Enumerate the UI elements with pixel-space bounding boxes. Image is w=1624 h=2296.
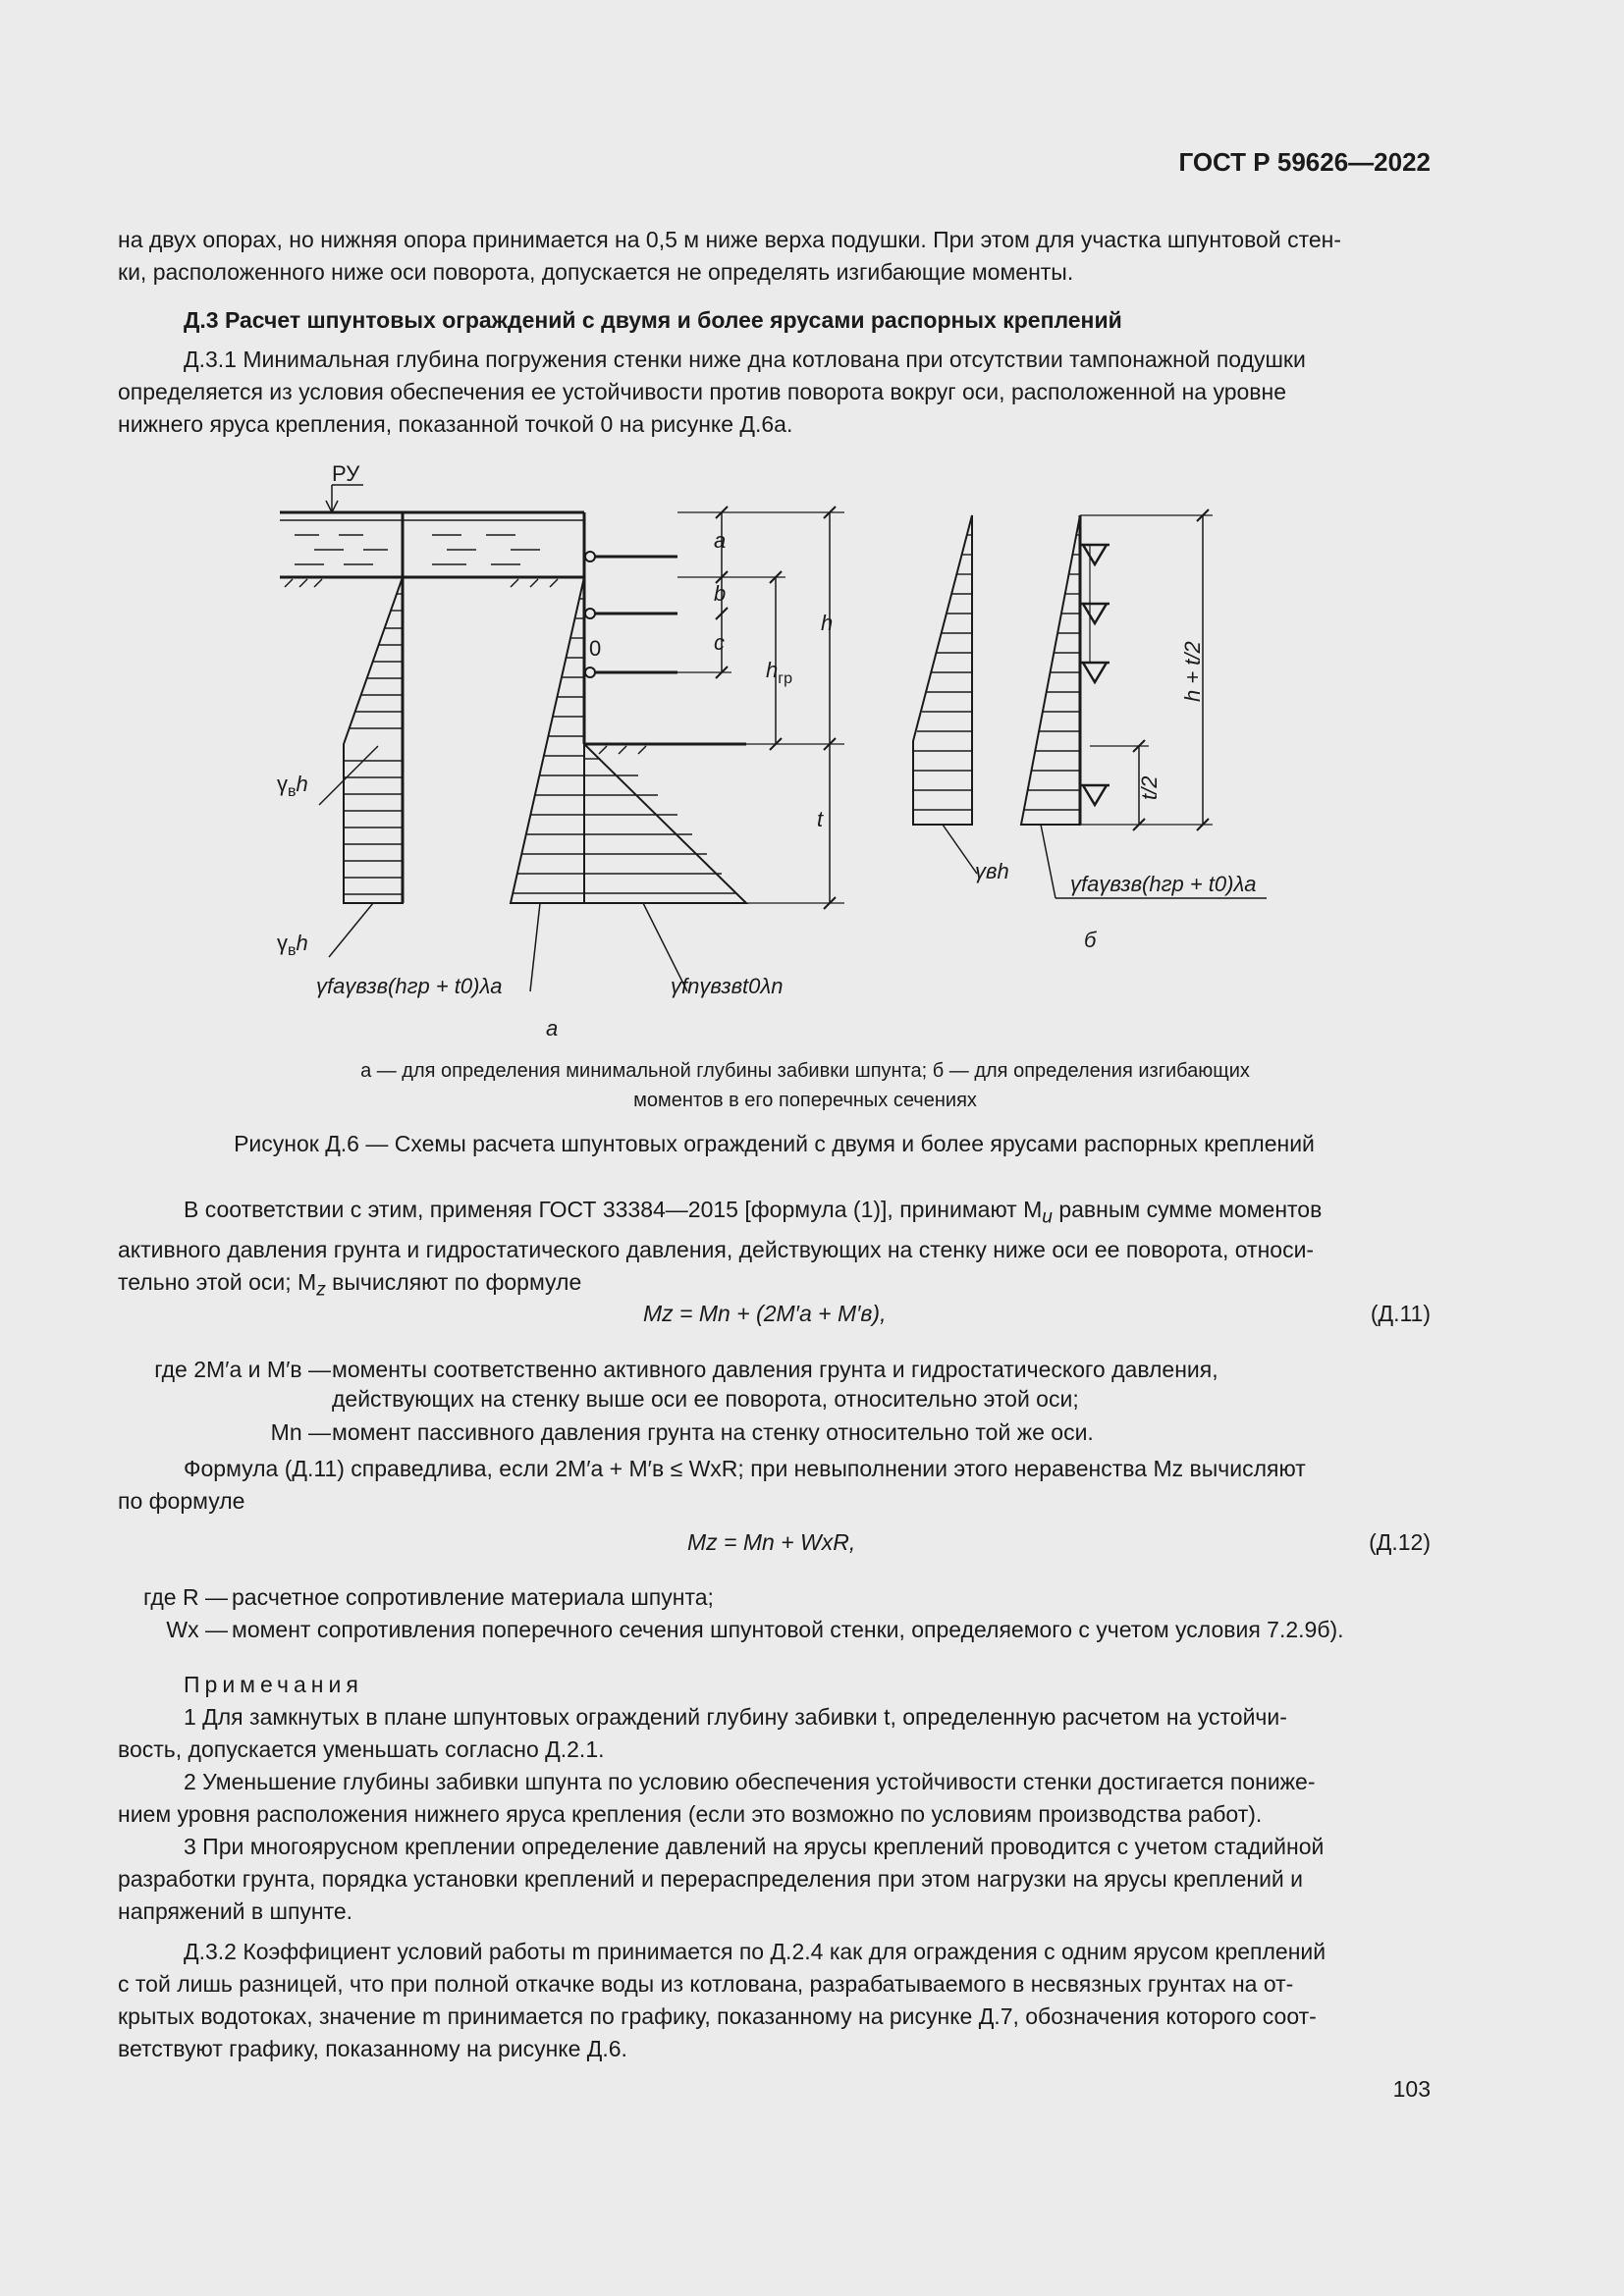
figure-d6-diagram bbox=[265, 452, 1286, 1041]
paragraph-formula-condition bbox=[118, 1453, 1431, 1518]
caption-line: а — для определения минимальной глубины забивки шпунта; б — для определения изгибающих bbox=[360, 1060, 1250, 1082]
text-part: равным сумме моментов bbox=[1052, 1197, 1323, 1222]
label-sub-a: а bbox=[546, 1016, 559, 1041]
hgr-main: h bbox=[766, 658, 779, 682]
text-part: В соответствии с этим, применяя ГОСТ 33384—2015 [формула (1)], принимают M bbox=[184, 1197, 1043, 1222]
gamma-sub: в bbox=[288, 783, 297, 800]
text-line: активного давления грунта и гидростатического давления, действующих на стенку ниже оси ее поворота, относи- bbox=[118, 1236, 1315, 1262]
note-line: напряжений в шпунте. bbox=[118, 1898, 353, 1924]
def-key: Mn — bbox=[270, 1419, 331, 1445]
text-line: Формула (Д.11) справедлива, если 2M′а + M′в ≤ WxR; при невыполнении этого неравенства Mz вычисляют bbox=[184, 1456, 1306, 1481]
gamma-h: h bbox=[296, 772, 308, 796]
label-b-fa-formula: γfaγвзв(hгр + t0)λa bbox=[1070, 872, 1257, 896]
notes-block bbox=[118, 1669, 1431, 1928]
note-line: разработки грунта, порядка установки креплений и перераспределения при этом нагрузки на ярусы креплений и bbox=[118, 1866, 1304, 1892]
text-line: ки, расположенного ниже оси поворота, допускается не определять изгибающие моменты. bbox=[118, 259, 1074, 285]
label-zero: 0 bbox=[589, 636, 602, 661]
def-line: действующих на стенку выше оси ее поворота, относительно этой оси; bbox=[332, 1386, 1079, 1412]
paragraph-d31 bbox=[118, 344, 1431, 441]
page-number: 103 bbox=[1392, 2076, 1431, 2102]
label-fn-formula: γfnγвзвt0λn bbox=[671, 974, 784, 998]
dim-a: a bbox=[714, 528, 727, 553]
text-line bbox=[118, 1194, 1431, 1234]
def-key: где 2M′а и M′в — bbox=[154, 1357, 331, 1382]
formula-d12-number: (Д.12) bbox=[1369, 1529, 1431, 1555]
text-line: Д.3.2 Коэффициент условий работы m принимается по Д.2.4 как для ограждения с одним ярусом креплений bbox=[184, 1939, 1326, 1964]
text-line: крытых водотоках, значение m принимается по графику, показанному на рисунке Д.7, обозначения которого соот- bbox=[118, 2003, 1317, 2029]
intro-paragraph bbox=[118, 224, 1431, 289]
dim-b: b bbox=[714, 581, 727, 606]
section-title: Д.3 Расчет шпунтовых ограждений с двумя и более ярусами распорных креплений bbox=[184, 307, 1122, 333]
text-line: Д.3.1 Минимальная глубина погружения стенки ниже дна котлована при отсутствии тампонажной подушки bbox=[184, 347, 1306, 372]
formula-d12: Mz = Mn + WxR, bbox=[687, 1529, 856, 1555]
dim-h: h bbox=[821, 611, 834, 635]
note-line: вость, допускается уменьшать согласно Д.2.1. bbox=[118, 1736, 605, 1762]
formula-d11: Mz = Mn + (2M′а + M′в), bbox=[643, 1301, 887, 1326]
gamma-h: h bbox=[296, 931, 308, 955]
paragraph-d32 bbox=[118, 1936, 1431, 2065]
dim-hgr bbox=[766, 658, 792, 687]
text-line: определяется из условия обеспечения ее устойчивости против поворота вокруг оси, расположенной на уровне bbox=[118, 379, 1287, 404]
text-line: нижнего яруса крепления, показанной точкой 0 на рисунке Д.6а. bbox=[118, 411, 793, 437]
def-line: моменты соответственно активного давления грунта и гидростатического давления, bbox=[332, 1357, 1218, 1382]
note-line: 1 Для замкнутых в плане шпунтовых ограждений глубину забивки t, определенную расчетом на устойчи- bbox=[184, 1704, 1287, 1730]
subscript: z bbox=[316, 1279, 326, 1301]
text-line: с той лишь разницей, что при полной откачке воды из котлована, разрабатываемого в несвязных грунтах на от- bbox=[118, 1971, 1294, 1997]
dim-t: t bbox=[817, 807, 824, 831]
def-value bbox=[332, 1355, 1431, 1414]
dim-h-t2: h + t/2 bbox=[1180, 641, 1205, 702]
label-gvh-1 bbox=[277, 772, 308, 800]
text-line: ветствуют графику, показанному на рисунке Д.6. bbox=[118, 2036, 627, 2061]
label-sub-b: б bbox=[1084, 928, 1097, 952]
def-value: момент пассивного давления грунта на стенку относительно той же оси. bbox=[332, 1419, 1094, 1445]
def-value: расчетное сопротивление материала шпунта; bbox=[232, 1584, 714, 1610]
hgr-sub: гр bbox=[778, 670, 792, 687]
text-part: тельно этой оси; M bbox=[118, 1268, 317, 1295]
paragraph-accordance bbox=[118, 1194, 1431, 1306]
subscript: u bbox=[1042, 1206, 1053, 1228]
notes-title: Примечания bbox=[184, 1672, 363, 1697]
dim-t2: t/2 bbox=[1137, 775, 1162, 800]
def-key: где R — bbox=[143, 1584, 228, 1610]
text-line: по формуле bbox=[118, 1488, 245, 1514]
dim-c: c bbox=[714, 630, 725, 655]
document-header: ГОСТ Р 59626—2022 bbox=[1178, 147, 1431, 177]
note-line: 3 При многоярусном креплении определение давлений на ярусы креплений проводится с учетом стадийной bbox=[184, 1834, 1325, 1859]
label-ru: РУ bbox=[332, 461, 360, 486]
note-line: нием уровня расположения нижнего яруса крепления (если это возможно по условиям производства работ). bbox=[118, 1801, 1263, 1827]
label-fa-formula: γfaγвзв(hгр + t0)λa bbox=[316, 974, 503, 998]
text-part: вычисляют по формуле bbox=[325, 1268, 582, 1295]
def-key: Wx — bbox=[166, 1617, 228, 1642]
note-line: 2 Уменьшение глубины забивки шпунта по условию обеспечения устойчивости стенки достигается пониже- bbox=[184, 1769, 1316, 1794]
label-gvh-2 bbox=[277, 931, 308, 959]
figure-caption bbox=[245, 1056, 1365, 1115]
caption-line: моментов в его поперечных сечениях bbox=[633, 1090, 977, 1111]
def-value: момент сопротивления поперечного сечения шпунтовой стенки, определяемого с учетом условия 7.2.9б). bbox=[232, 1617, 1344, 1642]
formula-d11-number: (Д.11) bbox=[1370, 1301, 1431, 1326]
figure-title: Рисунок Д.6 — Схемы расчета шпунтовых ограждений с двумя и более ярусами распорных креплений bbox=[234, 1131, 1315, 1156]
gamma-sub: в bbox=[288, 942, 297, 959]
gamma: γ bbox=[277, 931, 288, 955]
text-line: на двух опорах, но нижняя опора принимается на 0,5 м ниже верха подушки. При этом для участка шпунтовой стен- bbox=[118, 227, 1342, 252]
label-b-gvh: γвh bbox=[975, 859, 1009, 883]
gamma: γ bbox=[277, 772, 288, 796]
